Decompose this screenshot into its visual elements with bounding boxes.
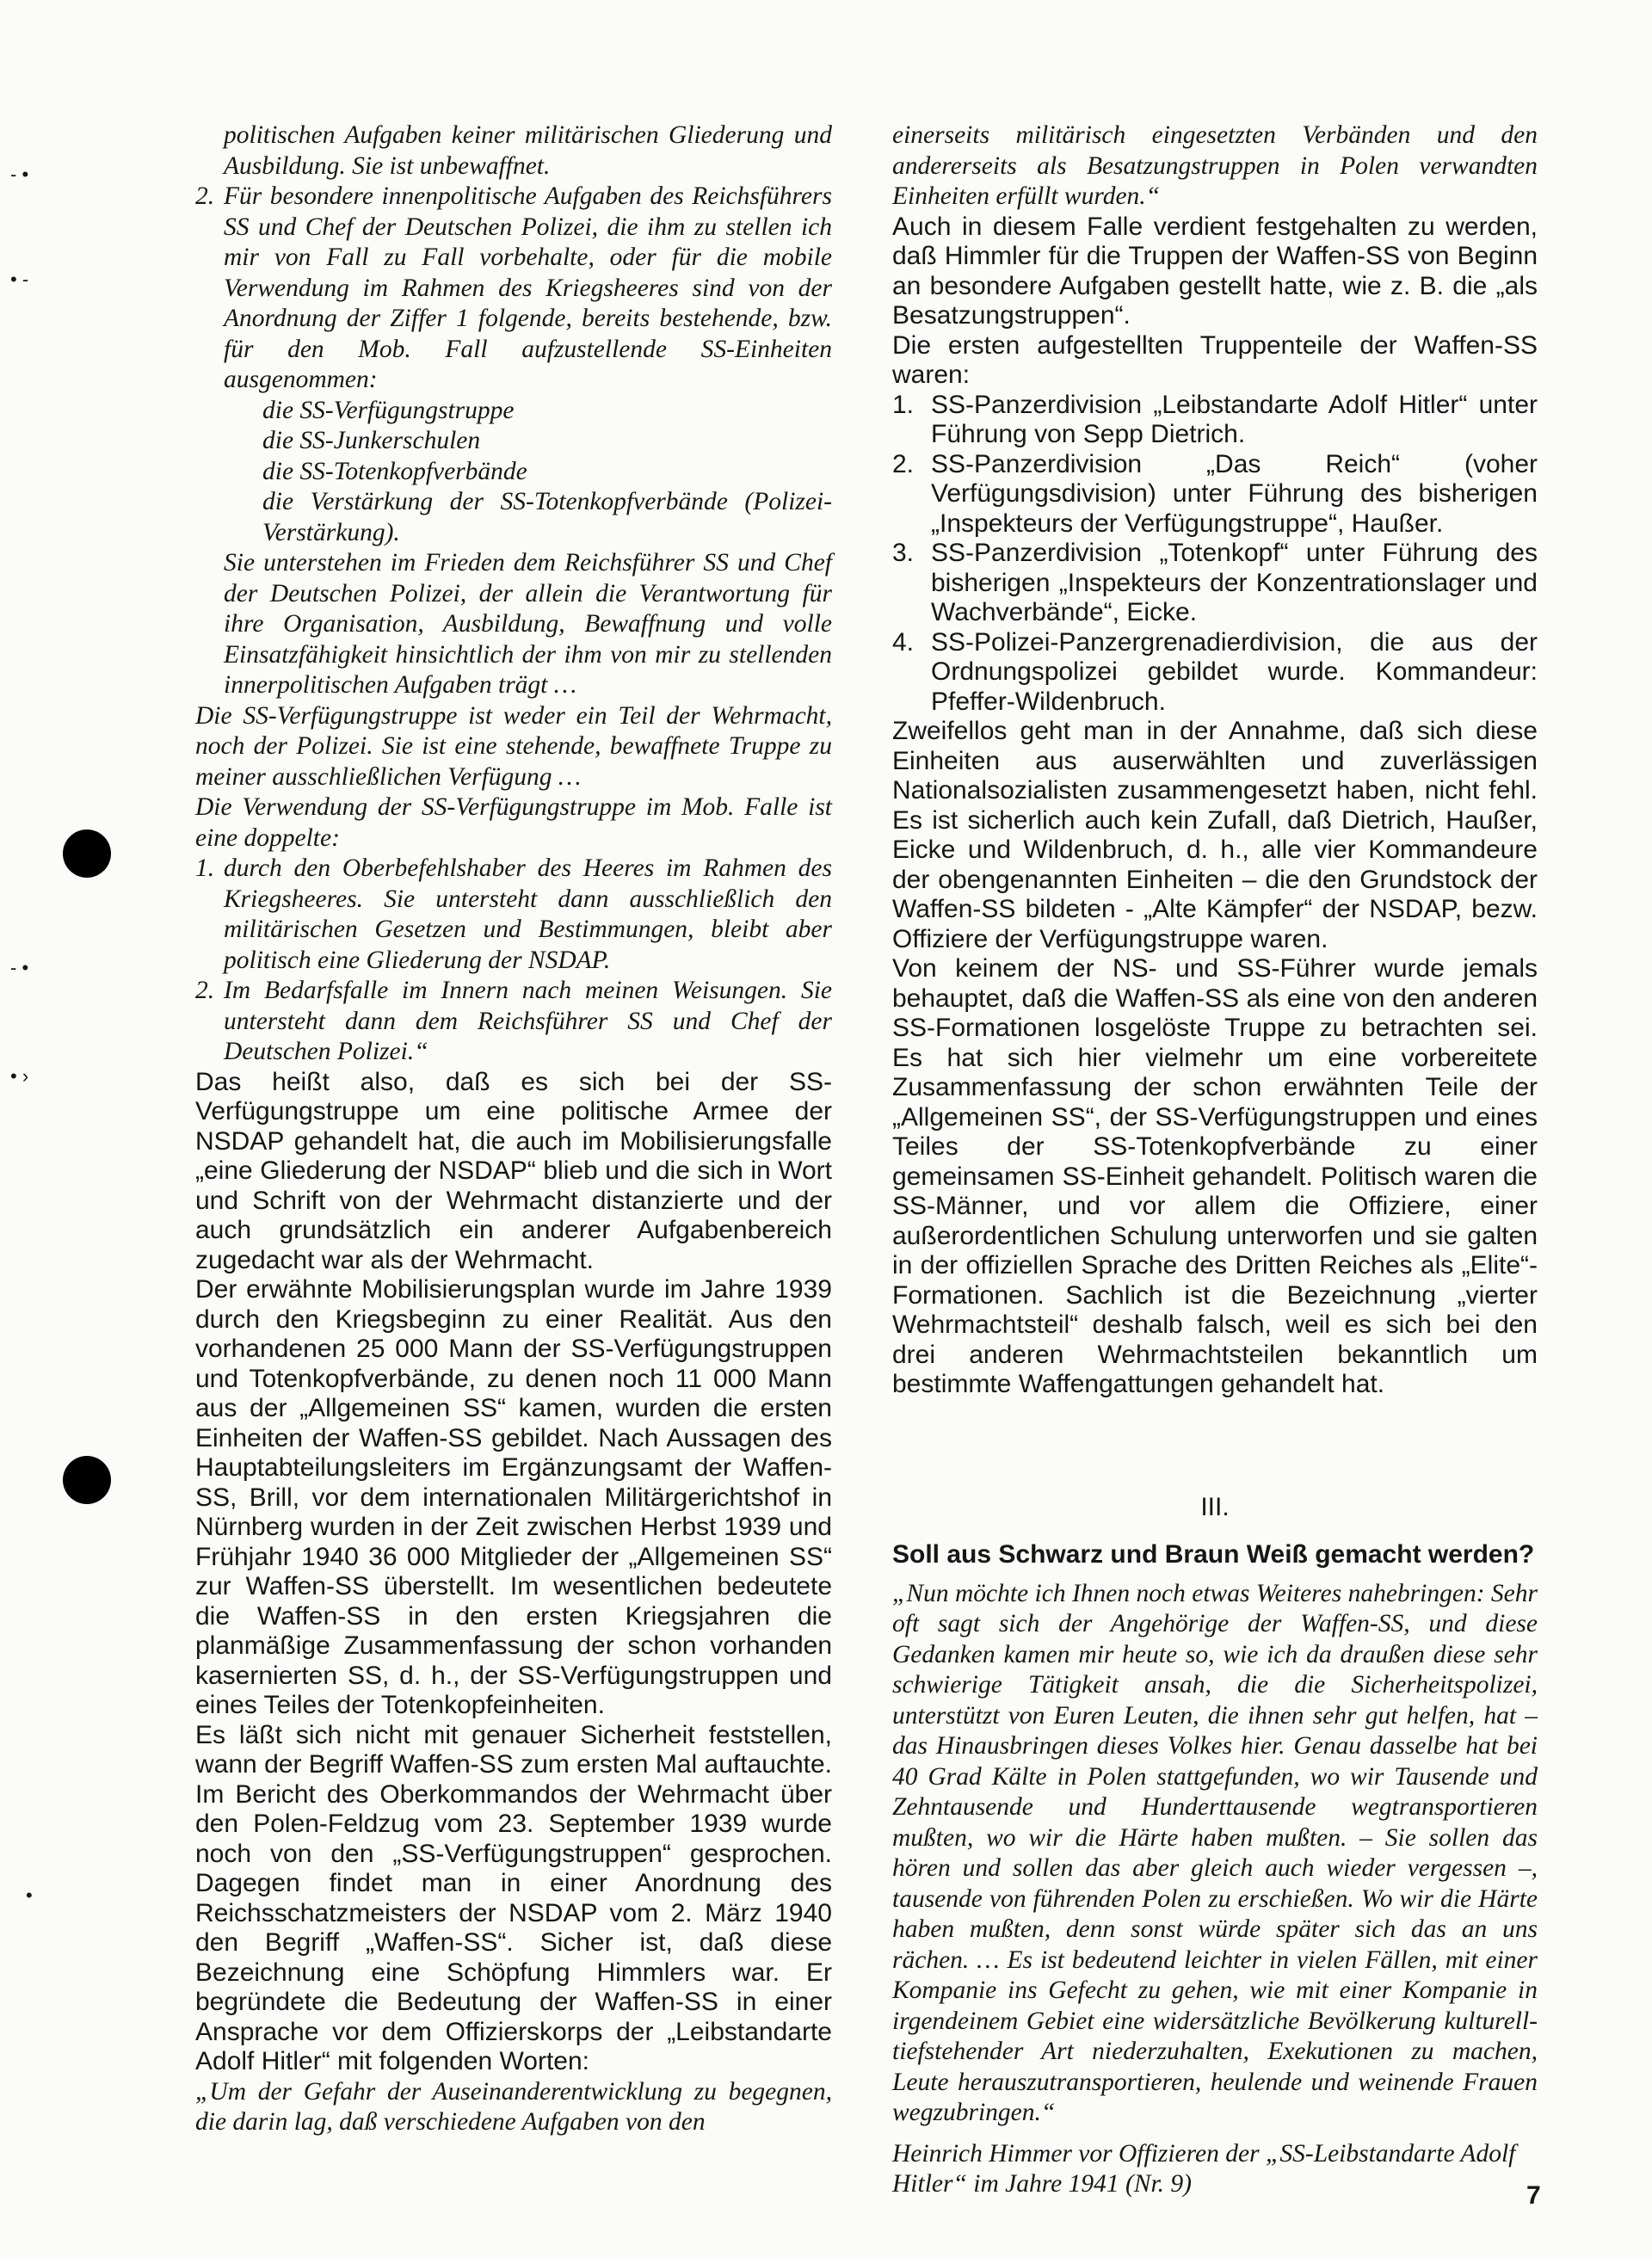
list-item	[892, 628, 1538, 718]
quote-text: „Um der Gefahr der Auseinanderentwicklung zu begegnen, die darin lag, daß verschiedene Aufgaben von den	[195, 2077, 832, 2136]
list-item	[195, 976, 832, 1068]
scan-mark: • ›	[10, 1065, 29, 1087]
body-paragraph: Auch in diesem Falle verdient festgehalten zu werden, daß Himmler für die Truppen der Waffen-SS von Beginn an besondere Aufgaben gestellt hatte, wie z. B. die „als Besatzungstruppen“.	[892, 212, 1538, 330]
list-number: 2.	[892, 449, 915, 478]
quote-text: Die Verwendung der SS-Verfügungstruppe im Mob. Falle ist eine doppelte:	[195, 793, 832, 852]
punch-hole	[63, 829, 111, 878]
list-item: die Verstärkung der SS-Totenkopfverbände (Polizei-Verstärkung).	[262, 488, 832, 546]
list-text: SS-Polizei-Panzergrenadierdivision, die aus der Ordnungspolizei gebildet wurde. Kommandeur: Pfeffer-Wildenbruch.	[931, 627, 1538, 716]
list-item	[892, 450, 1538, 540]
list-item	[892, 539, 1538, 628]
list-number: 1.	[195, 854, 215, 882]
list-number: 1.	[892, 390, 915, 419]
list-number: 4.	[892, 627, 915, 657]
body-paragraph: Zweifellos geht man in der Annahme, daß sich diese Einheiten aus auserwählten und zuverlässigen Nationalsozialisten zusammengesetzt haben, nicht fehl. Es ist sicherlich auch kein Zufall, daß Dietrich, Haußer, Eicke und Wildenbruch, d. h., alle vier Kommandeure der obengenannten Einheiten – die den Grundstock der Waffen-SS bildeten - „Alte Kämpfer“ der NSDAP, bezw. Offiziere der Verfügungstruppe waren.	[892, 717, 1538, 953]
body-paragraph: Das heißt also, daß es sich bei der SS-Verfügungstruppe um eine politische Armee der NSDAP gehandelt hat, die auch im Mobilisierungsfalle „eine Gliederung der NSDAP“ blieb und die sich in Wort und Schrift von der Wehrmacht distanzierte und der auch grundsätzlich ein anderer Aufgabenbereich zugedacht war als der Wehrmacht.	[195, 1067, 832, 1274]
list-item	[195, 182, 832, 396]
quote-text: einerseits militärisch eingesetzten Verbänden und den andererseits als Besatzungstruppen in Polen verwandten Einheiten erfüllt wurden.“	[892, 121, 1538, 210]
list-text: Für besondere innenpolitische Aufgaben des Reichsführers SS und Chef der Deutschen Polizei, die ihm zu stellen ich mir von Fall zu Fall vorbehalte, oder für die mobile Verwendung im Rahmen des Kriegsheeres sind von der Anordnung der Ziffer 1 folgende, bereits bestehende, bzw. für den Mob. Fall aufzustellende SS-Einheiten ausgenommen:	[224, 182, 832, 393]
list-text: durch den Oberbefehlshaber des Heeres im Rahmen des Kriegsheeres. Sie untersteht dann ausschließlich den militärischen Gesetzen und Bestimmungen, bleibt aber politisch eine Gliederung der NSDAP.	[224, 854, 832, 974]
list-text: SS-Panzerdivision „Leibstandarte Adolf Hitler“ unter Führung von Sepp Dietrich.	[931, 390, 1538, 448]
section-heading: Soll aus Schwarz und Braun Weiß gemacht werden?	[892, 1539, 1535, 1569]
list-number: 3.	[892, 539, 915, 567]
scan-mark: • -	[10, 268, 29, 290]
body-paragraph: Es läßt sich nicht mit genauer Sicherheit feststellen, wann der Begriff Waffen-SS zum ersten Mal auftauchte. Im Bericht des Oberkommandos der Wehrmacht über den Polen-Feldzug vom 23. September 1939 wurde noch von den „SS-Verfügungstruppen“ gesprochen. Dagegen findet man in einer Anordnung des Reichsschatzmeisters der NSDAP vom 2. März 1940 den Begriff „Waffen-SS“. Sicher ist, daß diese Bezeichnung eine Schöpfung Himmlers war. Er begründete die Bedeutung der Waffen-SS in einer Ansprache vor dem Offizierskorps der „Leibstandarte Adolf Hitler“ mit folgenden Worten:	[195, 1720, 832, 2075]
list-text: SS-Panzerdivision „Totenkopf“ unter Führung des bisherigen „Inspekteurs der Konzentrationslager und Wachverbände“, Eicke.	[931, 539, 1538, 626]
list-item: die SS-Verfügungstruppe	[262, 396, 515, 424]
quote-text: „Nun möchte ich Ihnen noch etwas Weiteres nahebringen: Sehr oft sagt sich der Angehörige der Waffen-SS, und diese Gedanken kamen mir heute so, wie ich da draußen diese sehr schwierige Tätigkeit ansah, die die Sicherheitspolizei, unterstützt von Euren Leuten, die ihnen sehr gut helfen, hat – das Hinausbringen dieses Volkes hier. Genau dasselbe hat bei 40 Grad Kälte in Polen stattgefunden, wo wir Tausende und Zehntausende und Hunderttausende wegtransportieren mußten, wo wir die Härte haben mußten. – Sie sollen das hören und sollen das aber gleich auch wieder vergessen –, tausende von führenden Polen zu erschießen. Wo wir die Härte haben mußten, denn sonst würde später sich das an uns rächen. … Es ist bedeutend leichter in vielen Fällen, mit einer Kompanie ins Gefecht zu gehen, wie mit einer Kompanie in irgendeinem Gebiet eine widersätzliche Bevölkerung kulturell-tiefstehender Art niederzuhalten, Exekutionen zu machen, Leute herauszutransportieren, heulende und weinende Frauen wegzubringen.“	[892, 1579, 1538, 2126]
list-item	[892, 391, 1538, 450]
body-paragraph: Der erwähnte Mobilisierungsplan wurde im Jahre 1939 durch den Kriegsbeginn zu einer Realität. Aus den vorhandenen 25 000 Mann der SS-Verfügungstruppen und Totenkopfverbände, zu denen noch 11 000 Mann aus der „Allgemeinen SS“ kamen, wurden die ersten Einheiten der Waffen-SS gebildet. Nach Aussagen des Hauptabteilungsleiters im Ergänzungsamt der Waffen-SS, Brill, vor dem internationalen Militärgerichtshof in Nürnberg wurden in der Zeit zwischen Herbst 1939 und Frühjahr 1940 36 000 Mitglieder der „Allgemeinen SS“ zur Waffen-SS überstellt. Im wesentlichen bedeutete die Waffen-SS in den ersten Kriegsjahren die planmäßige Zusammenfassung der schon vorhanden kasernierten SS, d. h., der SS-Verfügungstruppen und eines Teiles der Totenkopfeinheiten.	[195, 1275, 832, 1719]
quote-source: Heinrich Himmer vor Offizieren der „SS-Leibstandarte Adolf Hitler“ im Jahre 1941 (Nr. 9)	[892, 2139, 1516, 2198]
unit-list	[195, 396, 832, 549]
quote-text: politischen Aufgaben keiner militärischen Gliederung und Ausbildung. Sie ist unbewaffnet.	[224, 121, 832, 180]
list-number: 2.	[195, 182, 215, 210]
list-item: die SS-Junkerschulen	[262, 427, 481, 454]
body-paragraph: Die ersten aufgestellten Truppenteile der Waffen-SS waren:	[892, 330, 1538, 389]
list-text: SS-Panzerdivision „Das Reich“ (voher Verfügungsdivision) unter Führung des bisherigen „Inspekteurs der Verfügungstruppe“, Haußer.	[931, 449, 1538, 538]
quote-text: Die SS-Verfügungstruppe ist weder ein Teil der Wehrmacht, noch der Polizei. Sie ist eine stehende, bewaffnete Truppe zu meiner ausschließlichen Verfügung …	[195, 701, 832, 791]
scan-mark: - •	[10, 163, 29, 185]
list-item: die SS-Totenkopfverbände	[262, 457, 527, 485]
list-text: Im Bedarfsfalle im Innern nach meinen Weisungen. Sie untersteht dann dem Reichsführer SS und Chef der Deutschen Polizei.“	[224, 977, 832, 1065]
quote-text: Sie unterstehen im Frieden dem Reichsführer SS und Chef der Deutschen Polizei, der allein die Verantwortung für ihre Organisation, Ausbildung, Bewaffnung und volle Einsatzfähigkeit hinsichtlich der ihm von mir zu stellenden innerpolitischen Aufgaben trägt …	[224, 549, 832, 699]
left-column	[195, 120, 832, 2138]
scan-mark: •	[26, 1884, 33, 1906]
right-column	[892, 120, 1538, 2200]
list-item	[195, 854, 832, 976]
scan-mark: - •	[10, 957, 29, 978]
page-number: 7	[1526, 2181, 1541, 2210]
section-number: III.	[1200, 1492, 1230, 1521]
body-paragraph: Von keinem der NS- und SS-Führer wurde jemals behauptet, daß die Waffen-SS als eine von den anderen SS-Formationen losgelöste Truppe zu betrachten sei. Es hat sich hier vielmehr um eine vorbereitete Zusammenfassung der schon erwähnten Teile der „Allgemeinen SS“, der SS-Verfügungstruppen und eines Teiles der SS-Totenkopfverbände zu einer gemeinsamen SS-Einheit gehandelt. Politisch waren die SS-Männer, und vor allem die Offiziere, einer außerordentlichen Schulung unterworfen und sie galten in der offiziellen Sprache des Dritten Reiches als „Elite“-Formationen. Sachlich ist die Bezeichnung „vierter Wehrmachtsteil“ deshalb falsch, weil es sich bei den drei anderen Wehrmachtsteilen bekanntlich um bestimmte Waffengattungen gehandelt hat.	[892, 954, 1538, 1398]
punch-hole	[63, 1456, 111, 1504]
list-number: 2.	[195, 977, 215, 1004]
